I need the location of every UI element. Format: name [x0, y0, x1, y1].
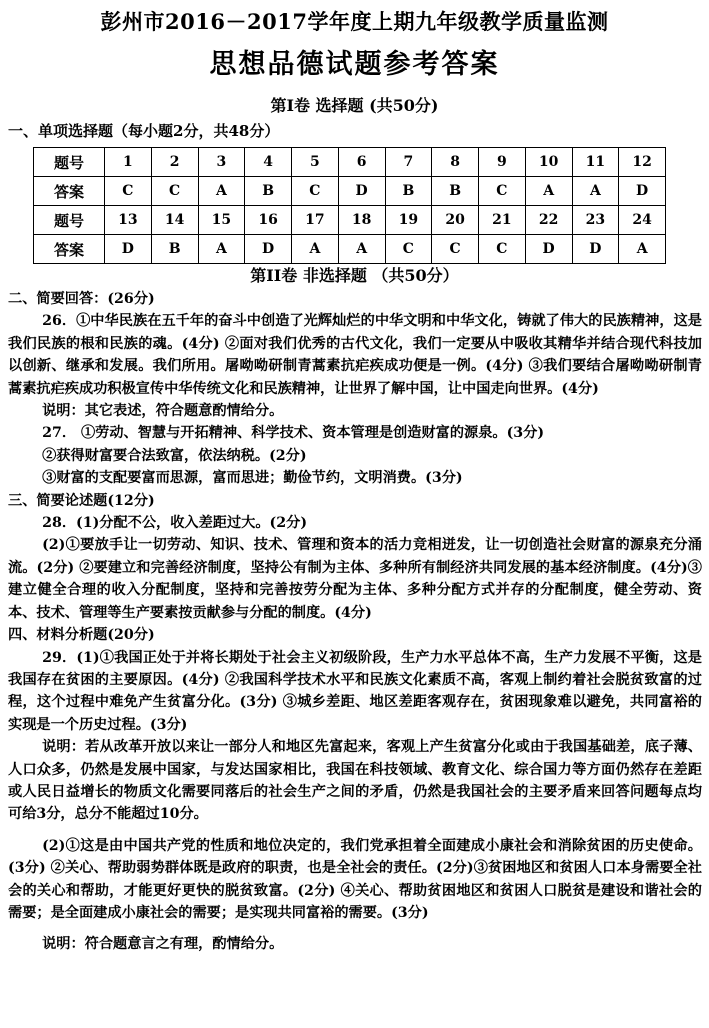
section1-heading: 一、单项选择题（每小题2分，共48分）	[8, 122, 280, 140]
answer-paragraph: 27． ①劳动、智慧与开拓精神、科学技术、资本管理是创造财富的源泉。(3分)	[42, 425, 545, 442]
answer-paragraph: 说明：符合题意言之有理，酌情给分。	[42, 936, 284, 953]
question-number-cell: 23	[572, 206, 619, 235]
question-number-row	[34, 206, 666, 235]
question-number-cell: 21	[479, 206, 526, 235]
answer-cell: A	[338, 235, 385, 264]
answer-row	[34, 235, 666, 264]
answer-cell: A	[572, 177, 619, 206]
answer-cell: D	[525, 235, 572, 264]
question-number-cell: 22	[525, 206, 572, 235]
question-number-cell: 7	[385, 148, 432, 177]
question-number-cell: 11	[572, 148, 619, 177]
answer-cell: A	[619, 235, 666, 264]
answer-paragraph: 28．(1)分配不公，收入差距过大。(2分)	[42, 515, 308, 532]
answer-cell: C	[479, 177, 526, 206]
document-subtitle: 思想品德试题参考答案	[209, 49, 500, 80]
question-number-cell: 19	[385, 206, 432, 235]
answer-body	[8, 288, 702, 956]
answer-cell: D	[572, 235, 619, 264]
question-number-cell: 6	[338, 148, 385, 177]
question-number-cell: 8	[432, 148, 479, 177]
question-number-cell: 15	[198, 206, 245, 235]
question-number-cell: 18	[338, 206, 385, 235]
answer-cell: A	[198, 235, 245, 264]
question-number-cell: 14	[151, 206, 198, 235]
answer-cell: D	[338, 177, 385, 206]
answer-paragraph: 说明：若从改革开放以来让一部分人和地区先富起来，客观上产生贫富分化或由于我国基础差，底子薄、人口众多，仍然是发展中国家，与发达国家相比，我国在科技领域、教育文化、综合国力等方面仍然存在差距或人民日益增长的物质文化需要同落后的社会生产之间的矛盾，仍然是我国社会的主要矛盾来回答问题每点均可给3分，总分不能超过10分。	[8, 739, 702, 823]
answer-paragraph: 26．①中华民族在五千年的奋斗中创造了光辉灿烂的中华文明和中华文化，铸就了伟大的民族精神，这是我们民族的根和民族的魂。(4分) ②面对我们优秀的古代文化，我们一定要从中吸收其精华并结合现代科技加以创新、继承和发展。我们所用。屠呦呦研制青蒿素抗疟疾成功便是一例。(4分) ③我们要结合屠呦呦研制青蒿素抗疟疾成功积极宣传中华传统文化和民族精神，让世界了解中国，让中国走向世界。(4分)	[8, 313, 702, 397]
question-number-cell: 24	[619, 206, 666, 235]
answer-cell: C	[385, 235, 432, 264]
answer-table	[33, 147, 666, 264]
answer-cell: B	[432, 177, 479, 206]
part2-heading: 第II卷 非选择题 （共50分）	[250, 266, 459, 285]
question-number-cell: 13	[105, 206, 152, 235]
question-number-cell: 9	[479, 148, 526, 177]
answer-paragraph: 说明：其它表述，符合题意酌情给分。	[42, 403, 284, 420]
answer-paragraph: (2)①这是由中国共产党的性质和地位决定的，我们党承担着全面建成小康社会和消除贫困的历史使命。(3分) ②关心、帮助弱势群体既是政府的职责，也是全社会的责任。(2分)③贫困地区和贫困人口本身需要全社会的关心和帮助，才能更好更快的脱贫致富。(2分) ④关心、帮助贫困地区和贫困人口脱贫是建设和谐社会的需要；是全面建成小康社会的需要；是实现共同富裕的需要。(3分)	[8, 837, 702, 921]
answer-cell: B	[385, 177, 432, 206]
row-label: 题号	[34, 206, 105, 235]
answer-cell: A	[198, 177, 245, 206]
question-number-cell: 2	[151, 148, 198, 177]
part1-heading: 第Ⅰ卷 选择题 (共50分)	[270, 96, 439, 115]
question-number-cell: 3	[198, 148, 245, 177]
answer-cell: D	[245, 235, 292, 264]
row-label: 答案	[34, 235, 105, 264]
question-number-cell: 10	[525, 148, 572, 177]
answer-cell: C	[151, 177, 198, 206]
answer-cell: B	[151, 235, 198, 264]
question-number-cell: 17	[292, 206, 339, 235]
question-number-cell: 1	[105, 148, 152, 177]
answer-cell: C	[432, 235, 479, 264]
row-label: 题号	[34, 148, 105, 177]
question-number-cell: 16	[245, 206, 292, 235]
row-label: 答案	[34, 177, 105, 206]
section-heading: 二、简要回答：(26分)	[8, 291, 155, 307]
question-number-cell: 5	[292, 148, 339, 177]
answer-cell: A	[292, 235, 339, 264]
answer-row	[34, 177, 666, 206]
answer-cell: C	[292, 177, 339, 206]
section-heading: 四、材料分析题(20分)	[8, 627, 155, 644]
answer-paragraph: 29．(1)①我国正处于并将长期处于社会主义初级阶段，生产力水平总体不高，生产力发展不平衡，这是我国存在贫困的主要原因。(4分) ②我国科学技术水平和民族文化素质不高，客观上制约着社会脱贫致富的过程，这个过程中难免产生贫富分化。(3分) ③城乡差距、地区差距客观存在，贫困现象难以避免，共同富裕的实现是一个历史过程。(3分)	[8, 649, 702, 733]
answer-cell: B	[245, 177, 292, 206]
question-number-row	[34, 148, 666, 177]
section-heading: 三、简要论述题(12分)	[8, 492, 155, 509]
question-number-cell: 4	[245, 148, 292, 177]
answer-cell: A	[525, 177, 572, 206]
paragraph-gap	[8, 924, 702, 933]
question-number-cell: 20	[432, 206, 479, 235]
answer-cell: C	[105, 177, 152, 206]
answer-paragraph: ②获得财富要合法致富，依法纳税。(2分)	[42, 447, 307, 464]
question-number-cell: 12	[619, 148, 666, 177]
answer-cell: C	[479, 235, 526, 264]
document-title: 彭州市2016－2017学年度上期九年级教学质量监测	[100, 9, 609, 34]
paragraph-gap	[8, 826, 702, 835]
answer-paragraph: (2)①要放手让一切劳动、知识、技术、管理和资本的活力竞相迸发，让一切创造社会财富的源泉充分涌流。(2分) ②要建立和完善经济制度，坚持公有制为主体、多种所有制经济共同发展的基本经济制度。(4分)③建立健全合理的收入分配制度，坚持和完善按劳分配为主体、多种分配方式并存的分配制度，健全劳动、资本、技术、管理等生产要素按贡献参与分配的制度。(4分)	[8, 537, 702, 621]
answer-cell: D	[105, 235, 152, 264]
answer-cell: D	[619, 177, 666, 206]
answer-paragraph: ③财富的支配要富而思源，富而思进；勤俭节约，文明消费。(3分)	[42, 470, 463, 487]
